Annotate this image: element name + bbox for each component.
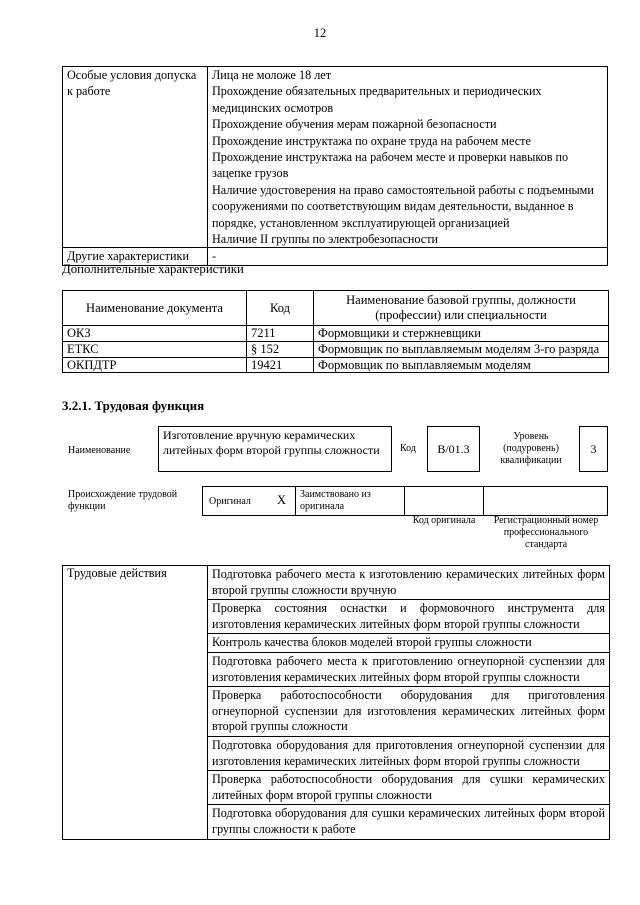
origin-code-box	[404, 486, 484, 516]
access-condition-item: Прохождение инструктажа по охране труда на рабочем месте	[212, 133, 531, 148]
access-condition-item: Лица не моложе 18 лет	[212, 68, 332, 82]
qualification-level-label: Уровень (подуровень) квалификации	[500, 431, 562, 466]
labor-actions-label: Трудовые действия	[63, 566, 208, 840]
table-row	[63, 341, 609, 357]
col-header-document: Наименование документа	[63, 291, 247, 326]
table-row	[63, 357, 609, 373]
labor-action-item: Подготовка рабочего места к приготовлению огнеупорной суспензии для изготовления керамических литейных форм второй группы сложности	[208, 652, 610, 686]
function-name-label: Наименование	[68, 445, 131, 456]
cell-code: § 152	[247, 341, 314, 357]
original-label: Оригинал	[209, 496, 251, 507]
labor-action-item: Проверка состояния оснастки и формовочного инструмента для изготовления керамических литейных форм второй группы сложности	[208, 600, 610, 634]
reg-number-label: Регистрационный номер профессионального стандарта	[493, 515, 599, 550]
labor-action-item: Подготовка оборудования для приготовления огнеупорной суспензии для изготовления керамических литейных форм второй группы сложности	[208, 736, 610, 770]
other-characteristics-value: -	[208, 248, 608, 265]
cell-group: Формовщик по выплавляемым моделям 3-го разряда	[314, 341, 609, 357]
cell-group: Формовщик по выплавляемым моделям	[314, 357, 609, 373]
col-header-code: Код	[247, 291, 314, 326]
origin-borrowed-box	[295, 486, 405, 516]
cell-document: ЕТКС	[63, 341, 247, 357]
function-code-value: В/01.3	[437, 442, 470, 456]
borrowed-label: Заимствовано из оригинала	[300, 489, 371, 512]
qualification-level-box	[579, 426, 608, 472]
cell-document: ОКПДТР	[63, 357, 247, 373]
col-header-group: Наименование базовой группы, должности (профессии) или специальности	[314, 291, 609, 326]
function-name-box	[158, 426, 392, 472]
table-row	[63, 326, 609, 342]
code-original-label: Код оригинала	[412, 515, 476, 526]
origin-original-box	[202, 486, 296, 516]
function-code-box	[427, 426, 480, 472]
access-condition-item: Прохождение обучения мерам пожарной безопасности	[212, 117, 497, 132]
qualification-level-value: 3	[590, 442, 597, 456]
labor-action-item: Подготовка рабочего места к изготовлению керамических литейных форм второй группы сложности вручную	[208, 566, 610, 600]
additional-characteristics-table	[62, 290, 609, 373]
access-conditions-label: Особые условия допуска к работе	[63, 67, 208, 248]
original-mark: X	[277, 493, 287, 507]
origin-reg-box	[483, 486, 608, 516]
labor-actions-table	[62, 565, 610, 840]
additional-heading: Дополнительные характеристики	[62, 262, 244, 276]
page-number: 12	[313, 26, 327, 40]
labor-action-item: Проверка работоспособности оборудования для сушки керамических литейных форм второй группы сложности	[208, 771, 610, 805]
function-code-label: Код	[400, 443, 416, 454]
function-name-value: Изготовление вручную керамических литейных форм второй группы сложности	[163, 428, 380, 457]
access-conditions-list	[208, 67, 608, 248]
cell-group: Формовщики и стержневщики	[314, 326, 609, 342]
cell-code: 7211	[247, 326, 314, 342]
access-condition-item: Прохождение инструктажа на рабочем месте и проверки навыков по зацепке грузов	[212, 150, 569, 181]
other-characteristics-label: Другие характеристики	[63, 248, 208, 265]
origin-label: Происхождение трудовой функции	[68, 489, 178, 512]
labor-action-item: Проверка работоспособности оборудования для приготовления огнеупорной суспензии для изготовления керамических литейных форм второй группы сложности	[208, 687, 610, 737]
access-conditions-table	[62, 66, 608, 266]
labor-action-item: Контроль качества блоков моделей второй группы сложности	[208, 634, 610, 653]
function-heading: 3.2.1. Трудовая функция	[62, 398, 205, 413]
cell-document: ОКЗ	[63, 326, 247, 342]
cell-code: 19421	[247, 357, 314, 373]
access-condition-item: Наличие II группы по электробезопасности	[212, 232, 439, 247]
access-condition-item: Прохождение обязательных предварительных и периодических медицинских осмотров	[212, 84, 542, 115]
labor-action-item: Подготовка оборудования для сушки керамических литейных форм второй группы сложности к работе	[208, 805, 610, 839]
access-condition-item: Наличие удостоверения на право самостоятельной работы с подъемными сооружениями по соответствующим видам деятельности, выданное в порядке, установленном эксплуатирующей организацией	[212, 182, 594, 230]
